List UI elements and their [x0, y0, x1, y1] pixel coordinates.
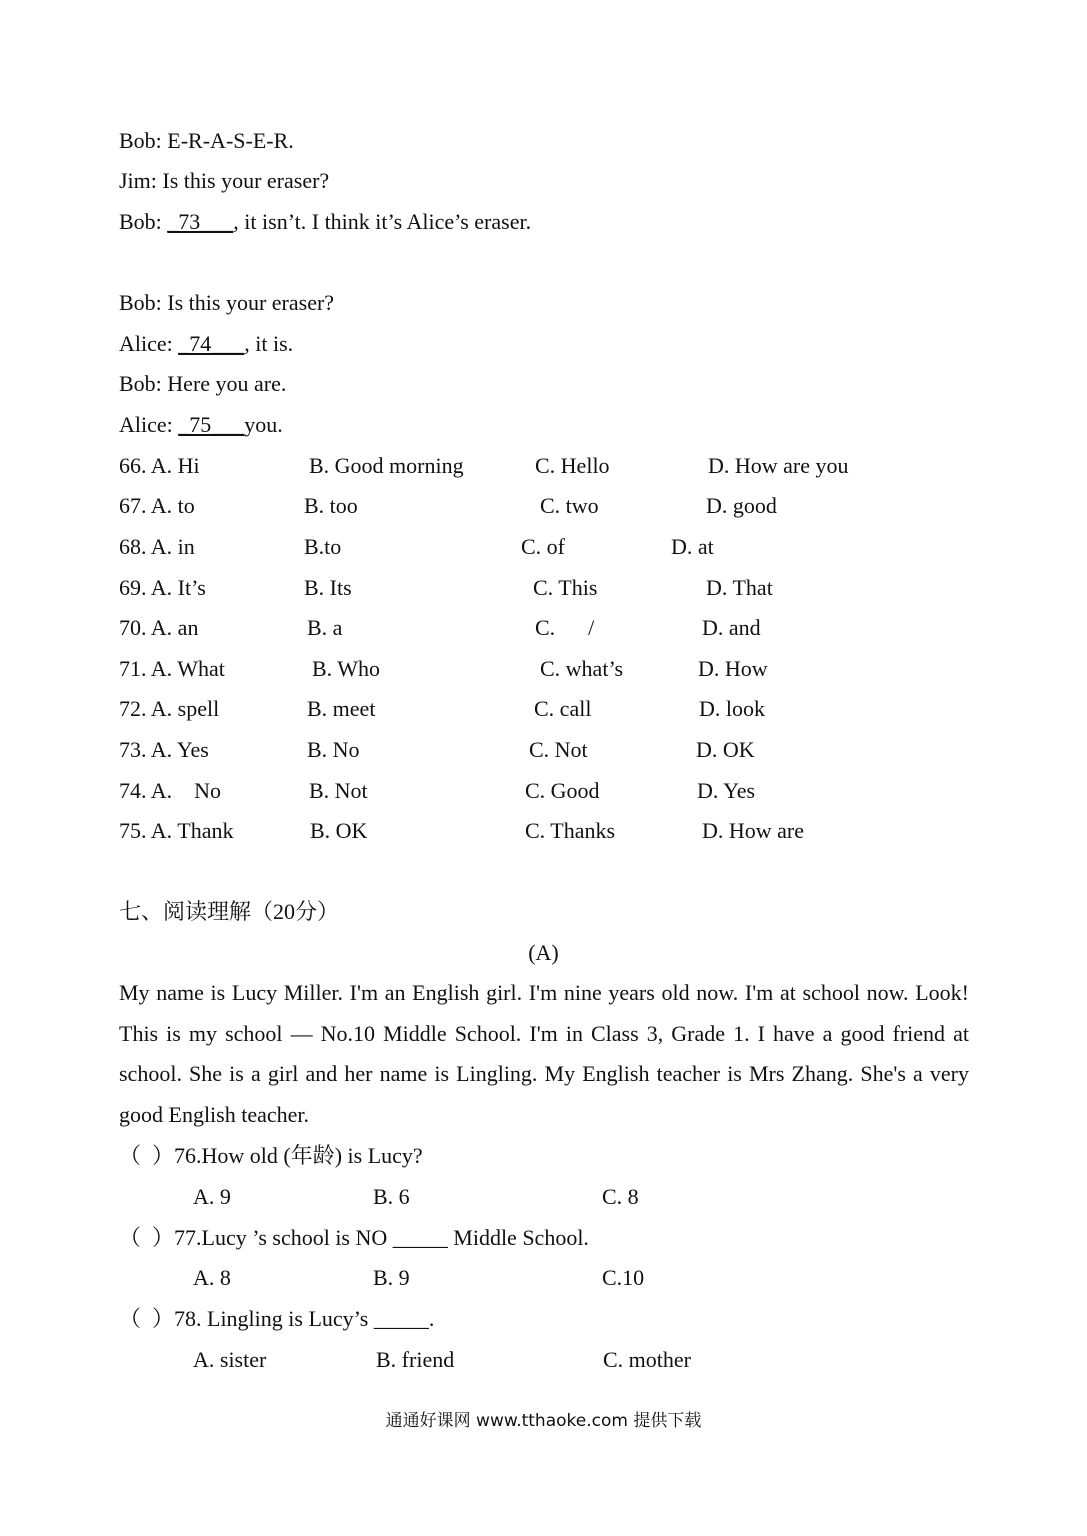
option-a: 71. A. What — [119, 656, 225, 681]
choice-a: A. 8 — [193, 1265, 231, 1290]
option-d: D. good — [706, 493, 777, 518]
option-d: D. Yes — [697, 778, 756, 803]
choice-b: B. friend — [376, 1347, 455, 1372]
choices-76 — [193, 1184, 893, 1210]
option-d: D. OK — [696, 737, 755, 762]
section-title: 七、阅读理解（20分） — [119, 899, 340, 924]
option-c: C. Not — [529, 737, 588, 762]
option-c: C. of — [521, 534, 565, 559]
option-d: D. How are — [702, 818, 805, 843]
question-76: （ ）76.How old (年龄) is Lucy? — [119, 1143, 423, 1168]
option-b: B. Who — [312, 656, 381, 681]
option-row-75 — [119, 818, 1019, 844]
option-d: D. How — [698, 656, 768, 681]
question-78: （ ）78. Lingling is Lucy’s _____. — [119, 1306, 435, 1331]
option-b: B. Not — [309, 778, 368, 803]
blank-74: _74___ — [178, 331, 245, 356]
footer-source: 通通好课网 www.tthaoke.com 提供下载 — [385, 1411, 702, 1431]
choice-b: B. 9 — [373, 1265, 410, 1290]
question-77: （ ）77.Lucy ’s school is NO _____ Middle School. — [119, 1225, 589, 1250]
option-row-69 — [119, 575, 1019, 601]
choice-c: C. mother — [603, 1347, 691, 1372]
option-d: D. at — [671, 534, 714, 559]
dialogue-line — [119, 331, 293, 357]
option-b: B. OK — [310, 818, 368, 843]
option-row-66 — [119, 453, 1019, 479]
option-c: C. what’s — [540, 656, 624, 681]
blank-75: _75___ — [178, 412, 245, 437]
option-d: D. look — [699, 696, 765, 721]
option-row-74 — [119, 778, 1019, 804]
dialogue-text: Jim: Is this your eraser? — [119, 168, 330, 193]
option-a: 70. A. an — [119, 615, 199, 640]
option-b: B. No — [307, 737, 360, 762]
dialogue-text: , it is. — [244, 331, 294, 356]
option-c: C. two — [540, 493, 599, 518]
dialogue-text: Bob: — [119, 209, 168, 234]
option-b: B. Good morning — [309, 453, 464, 478]
option-row-71 — [119, 656, 1019, 682]
option-c: C. Thanks — [525, 818, 616, 843]
option-c: C. Hello — [535, 453, 610, 478]
option-b: B. a — [307, 615, 343, 640]
option-c: C. This — [533, 575, 598, 600]
option-b: B.to — [304, 534, 342, 559]
option-row-70 — [119, 615, 1019, 641]
dialogue-line — [119, 412, 283, 438]
option-row-73 — [119, 737, 1019, 763]
option-a: 75. A. Thank — [119, 818, 234, 843]
option-b: B. meet — [307, 696, 376, 721]
option-a: 66. A. Hi — [119, 453, 200, 478]
option-c: C. call — [534, 696, 592, 721]
option-a: 74. A. No — [119, 778, 222, 803]
dialogue-line — [119, 128, 294, 154]
option-a: 69. A. It’s — [119, 575, 206, 600]
choice-a: A. sister — [193, 1347, 267, 1372]
option-a: 68. A. in — [119, 534, 195, 559]
option-a: 72. A. spell — [119, 696, 220, 721]
blank-73: _73___ — [167, 209, 234, 234]
dialogue-line — [119, 209, 531, 235]
option-a: 73. A. Yes — [119, 737, 209, 762]
option-row-67 — [119, 493, 1019, 519]
choice-c: C.10 — [602, 1265, 645, 1290]
dialogue-line — [119, 168, 329, 194]
passage-label: (A) — [528, 940, 559, 965]
choice-c: C. 8 — [602, 1184, 639, 1209]
dialogue-text: Bob: Here you are. — [119, 371, 287, 396]
option-b: B. Its — [304, 575, 352, 600]
option-b: B. too — [304, 493, 358, 518]
dialogue-text: Alice: — [119, 331, 179, 356]
dialogue-line — [119, 290, 334, 316]
option-d: D. and — [702, 615, 761, 640]
option-a: 67. A. to — [119, 493, 195, 518]
choices-78 — [193, 1347, 893, 1373]
dialogue-text: Bob: Is this your eraser? — [119, 290, 335, 315]
dialogue-text: , it isn’t. I think it’s Alice’s eraser. — [233, 209, 532, 234]
dialogue-text: Alice: — [119, 412, 179, 437]
option-row-72 — [119, 696, 1019, 722]
choice-b: B. 6 — [373, 1184, 410, 1209]
choice-a: A. 9 — [193, 1184, 231, 1209]
reading-passage: My name is Lucy Miller. I'm an English girl. I'm nine years old now. I'm at school now. Look! This is my school — No.10 Middle School. I'm in Class 3, Grade 1. I have a good friend at school. She is a girl and her name is Lingling. My English teacher is Mrs Zhang. She's a very good English teacher. — [119, 980, 969, 1128]
option-c: C. / — [535, 615, 595, 640]
option-d: D. How are you — [708, 453, 849, 478]
option-row-68 — [119, 534, 1019, 560]
option-d: D. That — [706, 575, 773, 600]
dialogue-text: you. — [244, 412, 283, 437]
option-c: C. Good — [525, 778, 600, 803]
choices-77 — [193, 1265, 893, 1291]
dialogue-text: Bob: E-R-A-S-E-R. — [119, 128, 294, 153]
dialogue-line — [119, 371, 286, 397]
